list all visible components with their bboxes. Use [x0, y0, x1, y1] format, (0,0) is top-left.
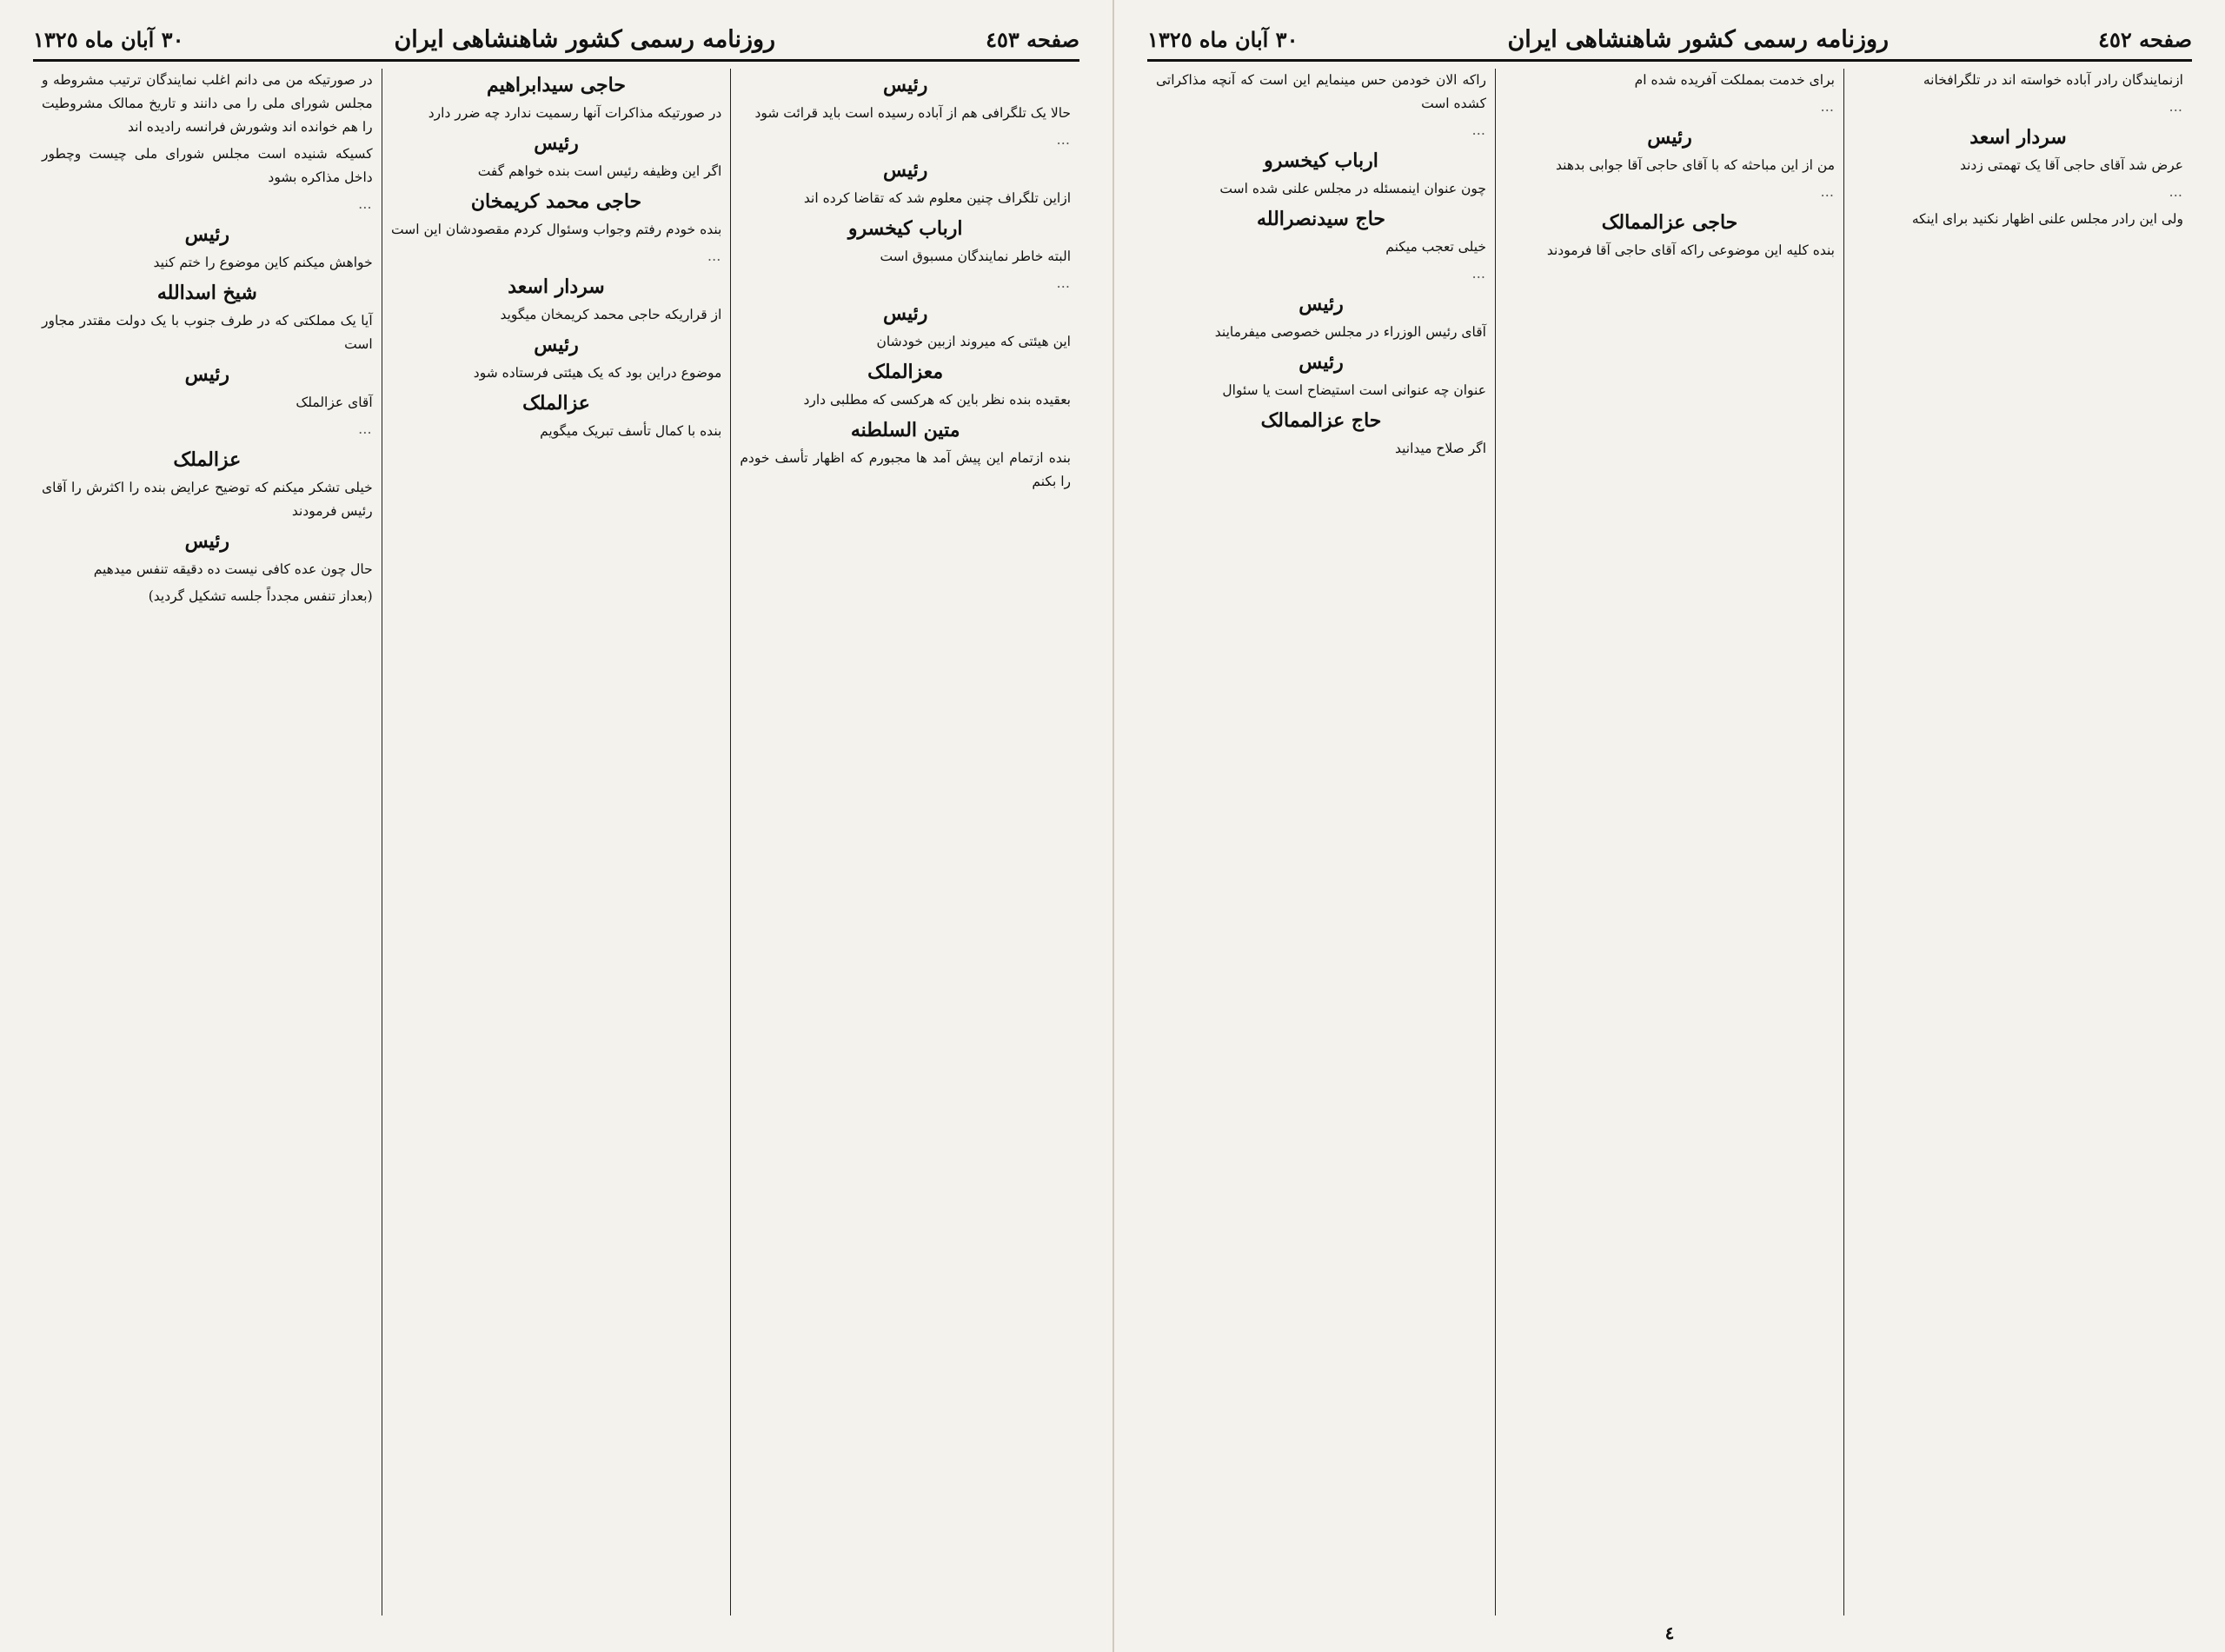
- column-3: رئیس حالا یک تلگرافی هم از آباده رسیده است باید قرائت شود … رئیس ازاین تلگراف چنین معلوم شد که تقاضا کرده اند ارباب کیخسرو البته خاطر نمایندگان مسبوق است … رئیس این هیئتی که میروند ازبین خودشان معزالملک بعقیده بنده نظر باین که هرکسی که مطلبی دارد متین السلطنه بنده ازتمام این پیش آمد ها مجبورم که اظهار تأسف خودم را بکنم: [730, 69, 1079, 1616]
- page-number: ٤: [1664, 1622, 1675, 1643]
- speaker-name: ارباب کیخسرو: [847, 217, 963, 240]
- paragraph: بنده با کمال تأسف تبریک میگویم: [540, 423, 722, 439]
- speaker-name: رئیس: [1298, 293, 1344, 315]
- speaker-name: رئیس: [184, 223, 230, 246]
- paragraph: خواهش میکنم کاین موضوع را ختم کنید: [153, 255, 373, 270]
- paragraph: خیلی تشکر میکنم که توضیح عرایض بنده را اکثرش را آقای رئیس فرمودند: [41, 480, 373, 519]
- columns: [1147, 69, 2192, 1616]
- speaker-name: ارباب کیخسرو: [1264, 149, 1378, 172]
- paragraph: موضوع دراین بود که یک هیئتی فرستاده شود: [473, 365, 722, 381]
- speaker-name: حاجی محمد کریمخان: [470, 190, 642, 213]
- page-label: صفحه ٤٥٢: [2098, 26, 2192, 52]
- speaker-name: رئیس: [882, 74, 928, 96]
- paragraph: بنده ازتمام این پیش آمد ها مجبورم که اظهار تأسف خودم را بکنم: [740, 450, 1071, 489]
- columns: [33, 69, 1079, 1616]
- speaker-name: رئیس: [1647, 126, 1692, 149]
- paragraph: آیا یک مملکتی که در طرف جنوب با یک دولت مقتدر مجاور است: [41, 313, 373, 352]
- paragraph: کسیکه شنیده است مجلس شورای ملی چیست وچطور داخل مذاکره بشود: [41, 146, 373, 185]
- column-2: برای خدمت بمملکت آفریده شده ام … رئیس من از این مباحثه که با آقای حاجی آقا جوابی بدهند … حاجی عزالممالک بنده کلیه این موضوعی راکه آقای حاجی آقا فرمودند: [1495, 69, 1843, 1616]
- paragraph: آقای رئیس الوزراء در مجلس خصوصی میفرمایند: [1214, 324, 1486, 340]
- paragraph: ازاین تلگراف چنین معلوم شد که تقاضا کرده اند: [803, 190, 1071, 206]
- paragraph: ولی این رادر مجلس علنی اظهار نکنید برای اینکه: [1911, 211, 2183, 227]
- paragraph: ازنمایندگان رادر آباده خواسته اند در تلگرافخانه: [1923, 72, 2183, 88]
- paragraph: در صورتیکه مذاکرات آنها رسمیت ندارد چه ضرر دارد: [428, 105, 722, 121]
- newspaper-title: روزنامه رسمی کشور شاهنشاهی ایران: [1507, 25, 1890, 53]
- paragraph: حال چون عده کافی نیست ده دقیقه تنفس میدهیم: [93, 561, 373, 577]
- speaker-name: عزالملک: [173, 448, 242, 471]
- paragraph: بنده خودم رفتم وجواب وسئوال کردم مقصودشان این است: [391, 222, 722, 237]
- paragraph: (بعداز تنفس مجدداً جلسه تشکیل گردید): [148, 588, 373, 604]
- paragraph: چون عنوان اینمسئله در مجلس علنی شده است: [1219, 181, 1486, 196]
- issue-date: ۳۰ آبان ماه ١٣٢٥: [33, 26, 184, 52]
- speaker-name: رئیس: [882, 302, 928, 325]
- page-452: [1112, 0, 2225, 1652]
- paragraph: در صورتیکه من می دانم اغلب نمایندگان ترتیب مشروطه و مجلس شورای ملی را می دانند و تاریخ ممالک مشروطیت را هم خوانده اند وشورش فرانسه رادیده اند: [41, 72, 373, 135]
- page-header: [33, 19, 1079, 62]
- paragraph: خیلی تعجب میکنم: [1385, 239, 1486, 255]
- speaker-name: حاج عزالممالک: [1260, 409, 1382, 432]
- column-1: در صورتیکه من می دانم اغلب نمایندگان ترتیب مشروطه و مجلس شورای ملی را می دانند و تاریخ ممالک مشروطیت را هم خوانده اند وشورش فرانسه رادیده اند کسیکه شنیده است مجلس شورای ملی چیست وچطور داخل مذاکره بشود … رئیس خواهش میکنم کاین موضوع را ختم کنید شیخ اسدالله آیا یک مملکتی که در طرف جنوب با یک دولت مقتدر مجاور است رئیس آقای عزالملک … عزالملک خیلی تشکر میکنم که توضیح عرایض بنده را اکثرش را آقای رئیس فرمودند رئیس حال چون عده کافی نیست ده دقیقه تنفس میدهیم (بعداز تنفس مجدداً جلسه تشکیل گردید): [33, 69, 382, 1616]
- speaker-name: رئیس: [184, 363, 230, 386]
- paragraph: اگر صلاح میدانید: [1394, 441, 1486, 456]
- speaker-name: شیخ اسدالله: [156, 282, 257, 304]
- column-1: راکه الان خودمن حس مینمایم این است که آنچه مذاکراتی کشده است … ارباب کیخسرو چون عنوان اینمسئله در مجلس علنی شده است حاج سیدنصرالله خیلی تعجب میکنم … رئیس آقای رئیس الوزراء در مجلس خصوصی میفرمایند رئیس عنوان چه عنوانی است استیضاح است یا سئوال حاج عزالممالک اگر صلاح میدانید: [1147, 69, 1495, 1616]
- speaker-name: رئیس: [882, 159, 928, 182]
- speaker-name: سردار اسعد: [508, 275, 605, 298]
- paragraph: راکه الان خودمن حس مینمایم این است که آنچه مذاکراتی کشده است: [1156, 72, 1486, 111]
- speaker-name: سردار اسعد: [1969, 126, 2067, 149]
- paragraph: عنوان چه عنوانی است استیضاح است یا سئوال: [1222, 382, 1486, 398]
- page-label: صفحه ٤٥٣: [986, 26, 1079, 52]
- paragraph: من از این مباحثه که با آقای حاجی آقا جوابی بدهند: [1556, 157, 1835, 173]
- speaker-name: حاج سیدنصرالله: [1256, 208, 1386, 230]
- paragraph: عرض شد آقای حاجی آقا یک تهمتی زدند: [1959, 157, 2183, 173]
- speaker-name: رئیس: [534, 334, 579, 356]
- speaker-name: حاجی سیدابراهیم: [487, 74, 626, 96]
- paragraph: اگر این وظیفه رئیس است بنده خواهم گفت: [477, 163, 722, 179]
- speaker-name: رئیس: [1298, 351, 1344, 374]
- speaker-name: عزالملک: [522, 392, 590, 415]
- page-header: [1147, 19, 2192, 62]
- paragraph: از قراریکه حاجی محمد کریمخان میگوید: [500, 307, 722, 322]
- paragraph: این هیئتی که میروند ازبین خودشان: [876, 334, 1071, 349]
- paragraph: حالا یک تلگرافی هم از آباده رسیده است باید قرائت شود: [754, 105, 1071, 121]
- paragraph: بعقیده بنده نظر باین که هرکسی که مطلبی دارد: [803, 392, 1071, 408]
- paragraph: آقای عزالملک: [296, 395, 373, 410]
- speaker-name: رئیس: [184, 530, 230, 553]
- speaker-name: معزالملک: [867, 361, 944, 383]
- paragraph: بنده کلیه این موضوعی راکه آقای حاجی آقا فرمودند: [1546, 242, 1835, 258]
- newspaper-title: روزنامه رسمی کشور شاهنشاهی ایران: [394, 25, 776, 53]
- issue-date: ۳۰ آبان ماه ١٣٢٥: [1147, 26, 1298, 52]
- paragraph: البته خاطر نمایندگان مسبوق است: [880, 249, 1071, 264]
- page-453: [0, 0, 1112, 1652]
- column-2: حاجی سیدابراهیم در صورتیکه مذاکرات آنها رسمیت ندارد چه ضرر دارد رئیس اگر این وظیفه رئیس است بنده خواهم گفت حاجی محمد کریمخان بنده خودم رفتم وجواب وسئوال کردم مقصودشان این است … سردار اسعد از قراریکه حاجی محمد کریمخان میگوید رئیس موضوع دراین بود که یک هیئتی فرستاده شود عزالملک بنده با کمال تأسف تبریک میگویم: [382, 69, 731, 1616]
- paragraph: برای خدمت بمملکت آفریده شده ام: [1634, 72, 1835, 88]
- column-3: ازنمایندگان رادر آباده خواسته اند در تلگرافخانه … سردار اسعد عرض شد آقای حاجی آقا یک تهمتی زدند … ولی این رادر مجلس علنی اظهار نکنید برای اینکه: [1843, 69, 2192, 1616]
- speaker-name: رئیس: [534, 132, 579, 155]
- speaker-name: حاجی عزالممالک: [1601, 211, 1738, 234]
- speaker-name: متین السلطنه: [850, 419, 960, 441]
